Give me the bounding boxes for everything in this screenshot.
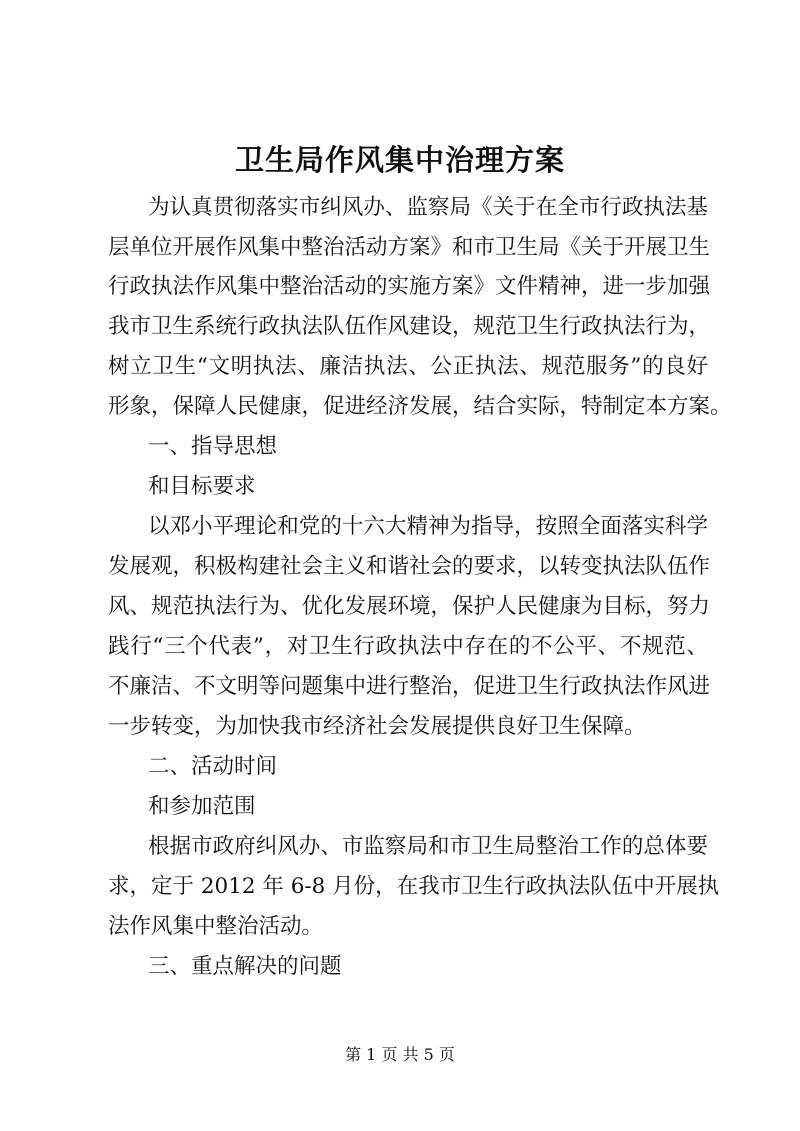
paragraph-1-line-4: 我市卫生系统行政执法队伍作风建设，规范卫生行政执法行为， [108, 314, 711, 339]
paragraph-1-line-6: 形象，保障人民健康，促进经济发展，结合实际，特制定本方案。 [108, 394, 732, 419]
section-heading-1: 一、指导思想 [148, 434, 278, 459]
document-title: 卫生局作风集中治理方案 [234, 143, 565, 177]
paragraph-1-line-3: 行政执法作风集中整治活动的实施方案》文件精神，进一步加强 [108, 274, 711, 299]
paragraph-2-line-3: 风、规范执法行为、优化发展环境，保护人民健康为目标，努力 [108, 594, 711, 619]
paragraph-2-line-1: 以邓小平理论和党的十六大精神为指导，按照全面落实科学 [148, 514, 708, 539]
paragraph-3-line-2: 求，定于 2012 年 6-8 月份，在我市卫生行政执法队伍中开展执 [108, 874, 720, 899]
section-heading-1-continued: 和目标要求 [148, 474, 256, 499]
paragraph-3-line-3: 法作风集中整治活动。 [108, 914, 324, 939]
section-heading-2-continued: 和参加范围 [148, 794, 256, 819]
section-heading-3: 三、重点解决的问题 [148, 954, 342, 979]
paragraph-2-line-4: 践行“三个代表”，对卫生行政执法中存在的不公平、不规范、 [108, 634, 708, 659]
page-number-footer: 第 1 页 共 5 页 [345, 1045, 455, 1064]
paragraph-1-line-2: 层单位开展作风集中整治活动方案》和市卫生局《关于开展卫生 [108, 235, 711, 260]
section-heading-2: 二、活动时间 [148, 754, 278, 779]
paragraph-1-line-1: 为认真贯彻落实市纠风办、监察局《关于在全市行政执法基 [148, 195, 708, 220]
paragraph-2-line-2: 发展观，积极构建社会主义和谐社会的要求，以转变执法队伍作 [108, 554, 711, 579]
paragraph-1-line-5: 树立卫生“文明执法、廉洁执法、公正执法、规范服务”的良好 [108, 354, 708, 379]
paragraph-3-line-1: 根据市政府纠风办、市监察局和市卫生局整治工作的总体要 [148, 834, 708, 859]
paragraph-2-line-6: 一步转变，为加快我市经济社会发展提供良好卫生保障。 [108, 714, 646, 739]
paragraph-2-line-5: 不廉洁、不文明等问题集中进行整治，促进卫生行政执法作风进 [108, 674, 711, 699]
